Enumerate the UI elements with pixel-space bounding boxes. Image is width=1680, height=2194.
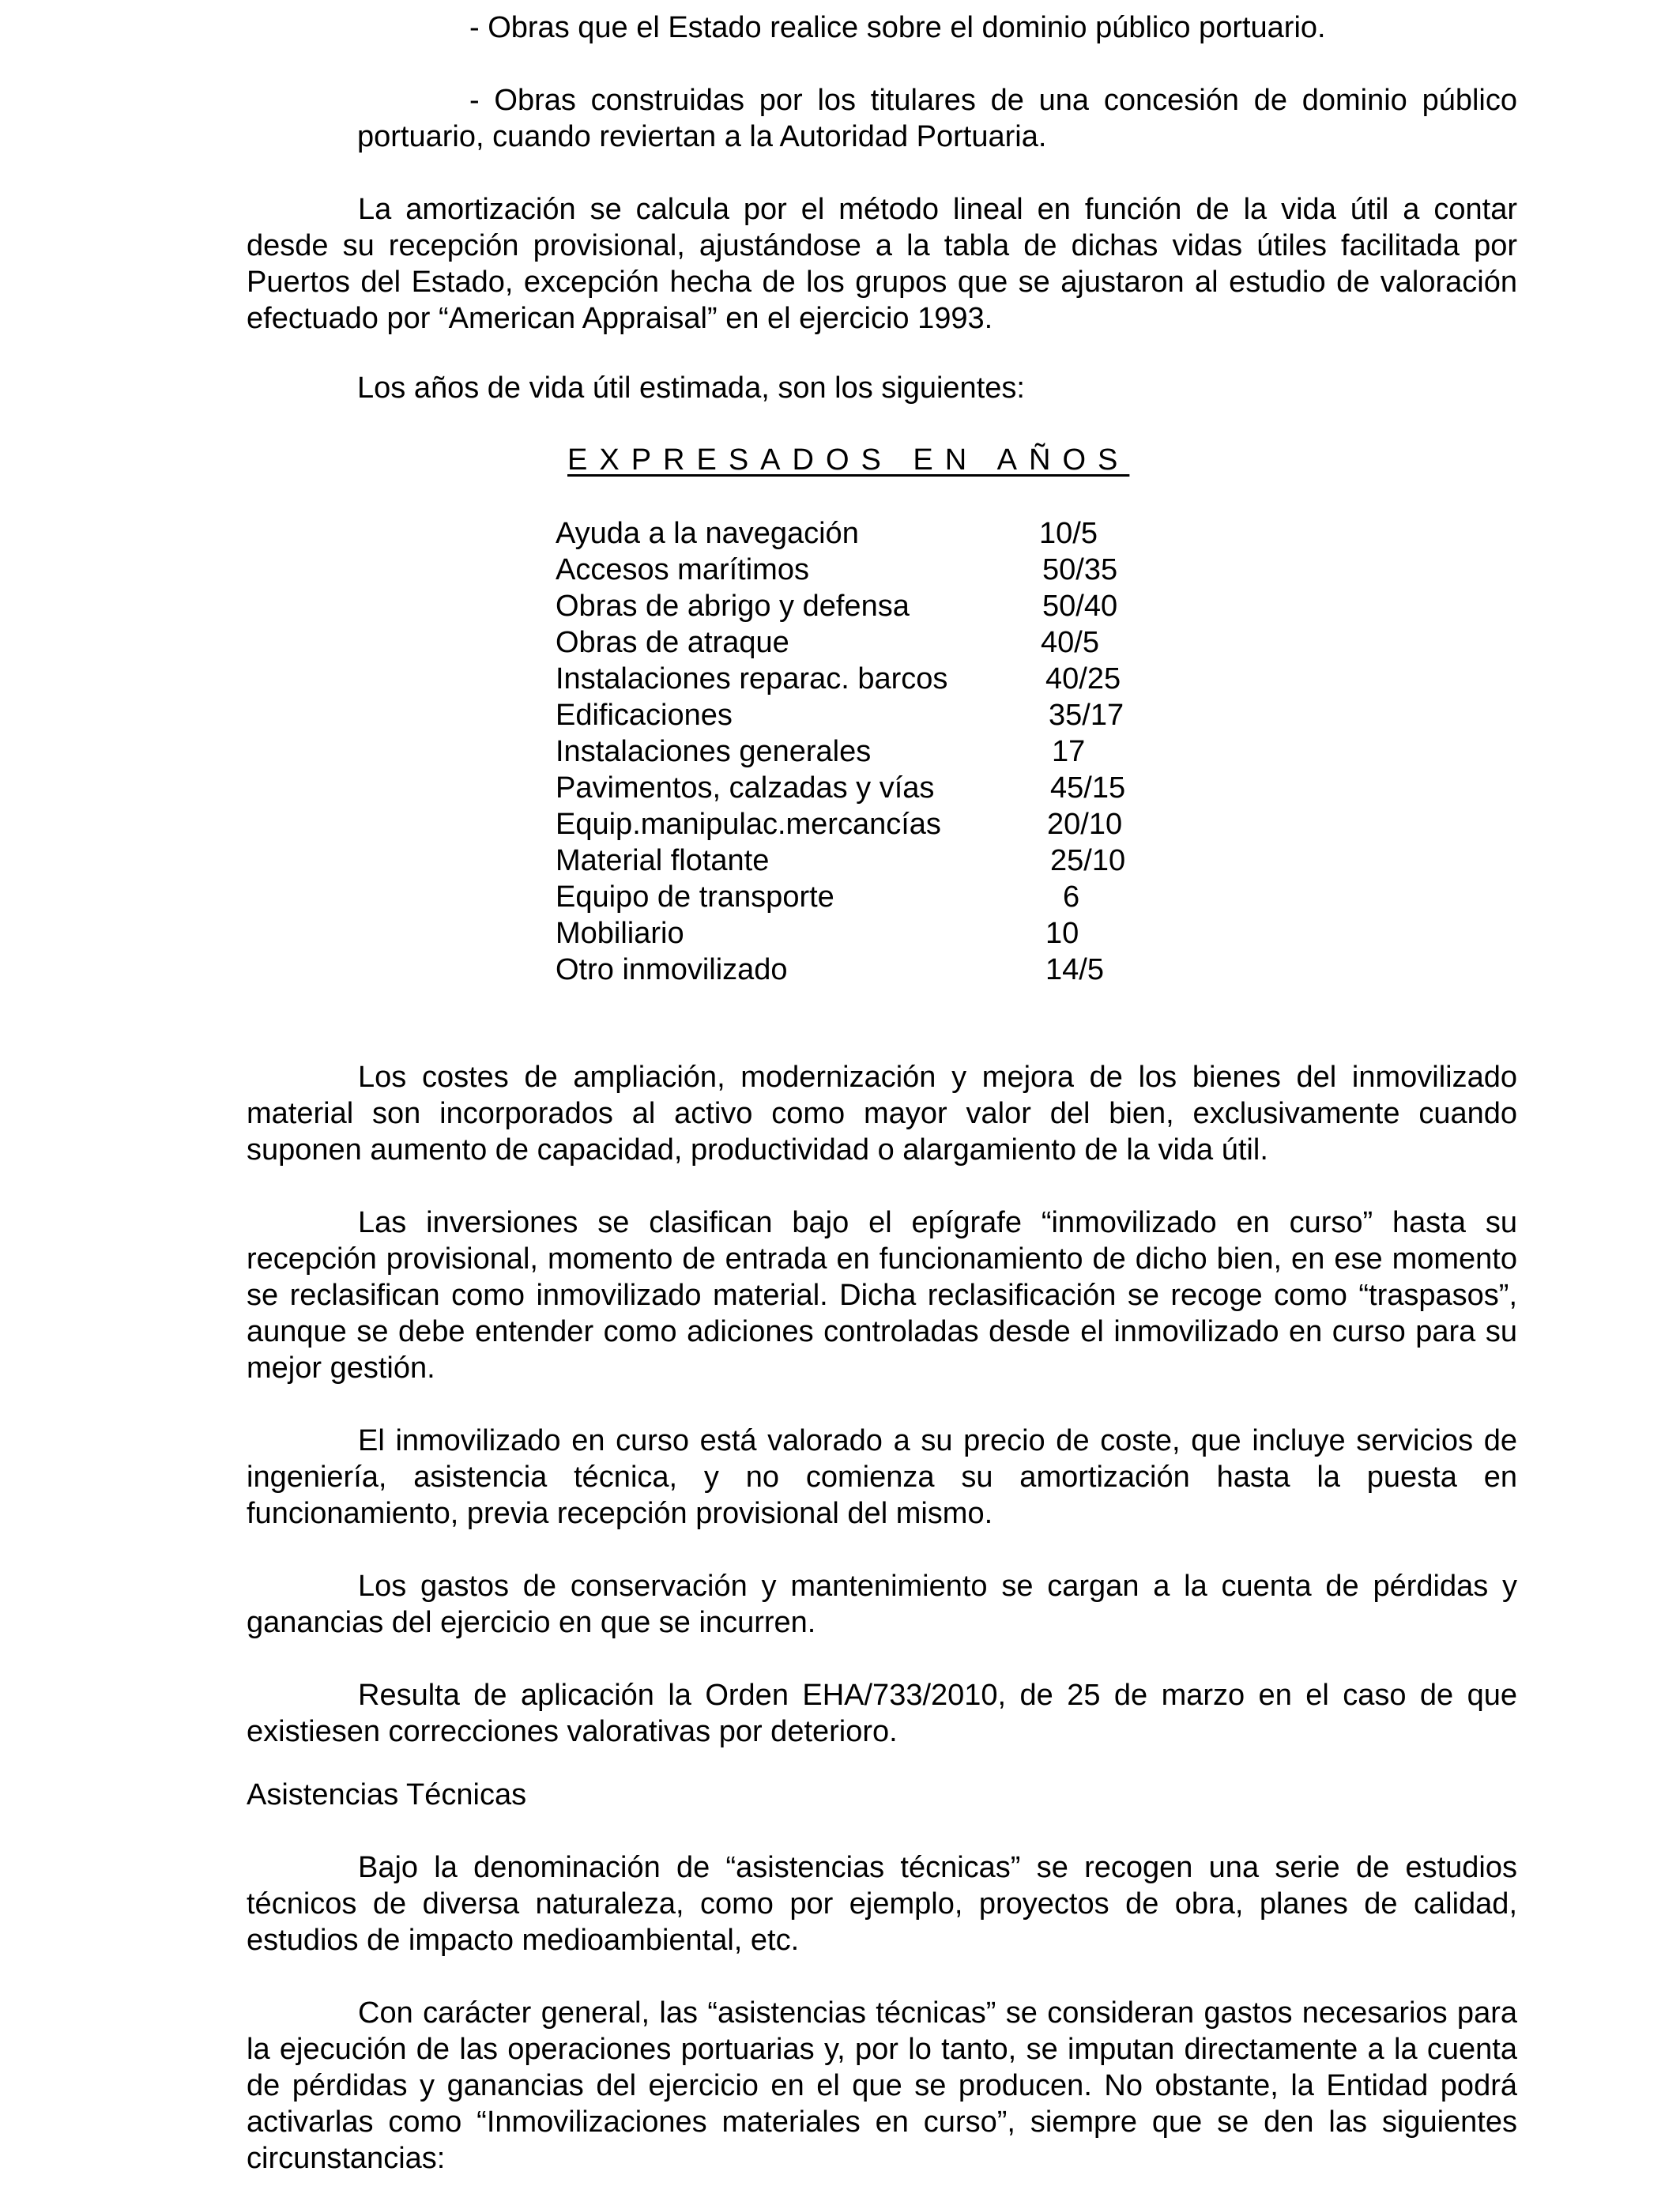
paragraph-text: Con carácter general, las “asistencias técnicas” se consideran gastos necesarios para la ejecución de las operaciones portuarias y, por lo tanto, se imputan directamente a la cuenta de pérdidas y ganancias del ejercicio en el que se producen. No obstante, la Entidad podrá activarlas como “Inmovilizaciones materiales en curso”, siempre que se den las siguientes circunstancias:	[247, 1996, 1517, 2175]
row-years: 10/5	[1039, 517, 1098, 550]
paragraph-text: Las inversiones se clasifican bajo el epígrafe “inmovilizado en curso” hasta su recepción provisional, momento de entrada en funcionamiento de dicho bien, en ese momento se reclasifican como inmovilizado material. Dicha reclasificación se recoge como “traspasos”, aunque se debe entender como adiciones controladas desde el inmovilizado en curso para su mejor gestión.	[247, 1206, 1517, 1385]
row-years: 25/10	[1050, 844, 1126, 877]
row-years: 14/5	[1045, 953, 1104, 986]
table-row	[556, 879, 1156, 915]
row-name: Ayuda a la navegación	[556, 517, 859, 550]
table-row	[556, 588, 1156, 624]
bullet-obras-estado: - Obras que el Estado realice sobre el dominio público portuario.	[469, 11, 1326, 44]
paragraph-intro-table: Los años de vida útil estimada, son los siguientes:	[357, 371, 1025, 405]
paragraph-text: Los gastos de conservación y mantenimiento se cargan a la cuenta de pérdidas y ganancias del ejercicio en que se incurren.	[247, 1570, 1517, 1639]
paragraph-orden	[247, 1677, 1517, 1750]
row-years: 6	[1063, 880, 1080, 914]
row-name: Edificaciones	[556, 699, 733, 732]
row-name: Instalaciones generales	[556, 735, 872, 768]
table-heading: EXPRESADOS EN AÑOS	[567, 443, 1130, 477]
row-years: 50/40	[1042, 590, 1118, 623]
bullet-obras-concesion: - Obras construidas por los titulares de una concesión de dominio público portuario, cuando reviertan a la Autoridad Portuaria.	[357, 84, 1517, 153]
row-years: 35/17	[1049, 699, 1124, 732]
row-name: Instalaciones reparac. barcos	[556, 662, 948, 696]
table-row	[556, 697, 1156, 733]
table-row	[556, 515, 1156, 552]
paragraph-text: Bajo la denominación de “asistencias técnicas” se recogen una serie de estudios técnicos de diversa naturaleza, como por ejemplo, proyectos de obra, planes de calidad, estudios de impacto medioambiental, etc.	[247, 1851, 1517, 1957]
row-name: Pavimentos, calzadas y vías	[556, 771, 935, 805]
table-row	[556, 843, 1156, 879]
table-row	[556, 552, 1156, 588]
row-name: Otro inmovilizado	[556, 953, 788, 986]
table-row	[556, 915, 1156, 952]
row-name: Accesos marítimos	[556, 553, 809, 586]
row-years: 10	[1045, 917, 1079, 950]
row-years: 45/15	[1050, 771, 1126, 805]
section-heading-asistencias: Asistencias Técnicas	[247, 1778, 527, 1811]
table-row	[556, 806, 1156, 843]
row-years: 50/35	[1042, 553, 1118, 586]
paragraph-text: La amortización se calcula por el método lineal en función de la vida útil a contar desde su recepción provisional, ajustándose a la tabla de dichas vidas útiles facilitada por Puertos del Estado, excepción hecha de los grupos que se ajustaron al estudio de valoración efectuado por “American Appraisal” en el ejercicio 1993.	[247, 193, 1517, 335]
row-years: 40/25	[1045, 662, 1121, 696]
row-years: 40/5	[1041, 626, 1099, 659]
paragraph-asistencias-def	[247, 1849, 1517, 1958]
row-years: 17	[1052, 735, 1086, 768]
row-name: Obras de abrigo y defensa	[556, 590, 910, 623]
paragraph-costes	[247, 1059, 1517, 1168]
table-row	[556, 952, 1156, 988]
paragraph-text: Resulta de aplicación la Orden EHA/733/2010, de 25 de marzo en el caso de que existiesen correcciones valorativas por deterioro.	[247, 1679, 1517, 1748]
paragraph-text: El inmovilizado en curso está valorado a su precio de coste, que incluye servicios de ingeniería, asistencia técnica, y no comienza su amortización hasta la puesta en funcionamiento, previa recepción provisional del mismo.	[247, 1424, 1517, 1530]
paragraph-inmovilizado-curso	[247, 1423, 1517, 1532]
row-name: Mobiliario	[556, 917, 684, 950]
paragraph-amortizacion	[247, 191, 1517, 337]
useful-life-table	[556, 515, 1156, 988]
table-row	[556, 661, 1156, 697]
table-row	[556, 770, 1156, 806]
row-name: Obras de atraque	[556, 626, 789, 659]
row-name: Equipo de transporte	[556, 880, 834, 914]
row-name: Equip.manipulac.mercancías	[556, 808, 941, 841]
row-years: 20/10	[1047, 808, 1123, 841]
paragraph-inversiones	[247, 1204, 1517, 1386]
table-row	[556, 624, 1156, 661]
row-name: Material flotante	[556, 844, 770, 877]
paragraph-gastos	[247, 1568, 1517, 1641]
table-row	[556, 733, 1156, 770]
paragraph-caracter-general	[247, 1995, 1517, 2177]
paragraph-text: Los costes de ampliación, modernización y mejora de los bienes del inmovilizado material son incorporados al activo como mayor valor del bien, exclusivamente cuando suponen aumento de capacidad, productividad o alargamiento de la vida útil.	[247, 1061, 1517, 1167]
